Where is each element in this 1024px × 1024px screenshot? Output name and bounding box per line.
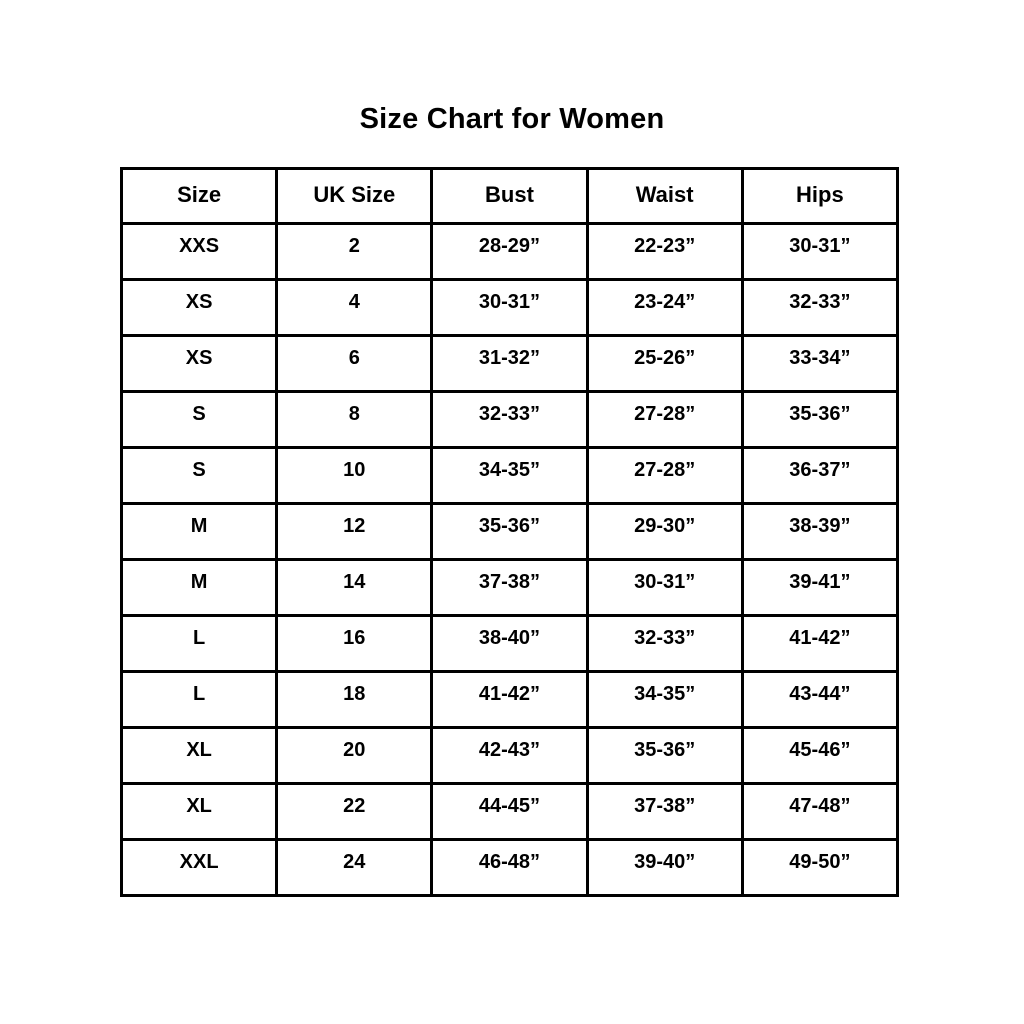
table-row xyxy=(122,728,898,784)
table-cell: 35-36” xyxy=(587,728,742,784)
table-cell: 34-35” xyxy=(587,672,742,728)
column-header-uk-size: UK Size xyxy=(277,169,432,224)
size-table-header xyxy=(122,169,898,224)
table-cell: 38-40” xyxy=(432,616,587,672)
table-cell: 43-44” xyxy=(742,672,897,728)
table-cell: 29-30” xyxy=(587,504,742,560)
table-cell: 31-32” xyxy=(432,336,587,392)
table-cell: 32-33” xyxy=(432,392,587,448)
table-cell: XS xyxy=(122,280,277,336)
table-row xyxy=(122,504,898,560)
table-row xyxy=(122,616,898,672)
table-cell: 37-38” xyxy=(587,784,742,840)
table-cell: 35-36” xyxy=(742,392,897,448)
table-cell: 27-28” xyxy=(587,392,742,448)
table-cell: S xyxy=(122,392,277,448)
table-cell: 20 xyxy=(277,728,432,784)
table-cell: 37-38” xyxy=(432,560,587,616)
table-cell: 30-31” xyxy=(742,224,897,280)
table-cell: 46-48” xyxy=(432,840,587,896)
table-cell: M xyxy=(122,560,277,616)
table-row xyxy=(122,448,898,504)
column-header-hips: Hips xyxy=(742,169,897,224)
table-cell: 18 xyxy=(277,672,432,728)
table-cell: XXL xyxy=(122,840,277,896)
table-cell: S xyxy=(122,448,277,504)
table-cell: 45-46” xyxy=(742,728,897,784)
table-cell: 22-23” xyxy=(587,224,742,280)
table-row xyxy=(122,840,898,896)
table-row xyxy=(122,672,898,728)
table-cell: 8 xyxy=(277,392,432,448)
column-header-waist: Waist xyxy=(587,169,742,224)
table-cell: 35-36” xyxy=(432,504,587,560)
table-cell: 6 xyxy=(277,336,432,392)
table-cell: 49-50” xyxy=(742,840,897,896)
table-cell: 41-42” xyxy=(432,672,587,728)
table-cell: 44-45” xyxy=(432,784,587,840)
table-cell: 36-37” xyxy=(742,448,897,504)
table-cell: 25-26” xyxy=(587,336,742,392)
table-cell: L xyxy=(122,616,277,672)
table-cell: 41-42” xyxy=(742,616,897,672)
table-cell: 23-24” xyxy=(587,280,742,336)
table-cell: 30-31” xyxy=(587,560,742,616)
table-cell: 16 xyxy=(277,616,432,672)
size-table-body xyxy=(122,224,898,896)
table-cell: 39-40” xyxy=(587,840,742,896)
header-row xyxy=(122,169,898,224)
table-cell: 4 xyxy=(277,280,432,336)
table-cell: 28-29” xyxy=(432,224,587,280)
table-cell: 22 xyxy=(277,784,432,840)
table-cell: 27-28” xyxy=(587,448,742,504)
table-row xyxy=(122,336,898,392)
table-cell: 33-34” xyxy=(742,336,897,392)
table-cell: 14 xyxy=(277,560,432,616)
column-header-size: Size xyxy=(122,169,277,224)
table-cell: L xyxy=(122,672,277,728)
table-cell: 32-33” xyxy=(742,280,897,336)
size-chart-table xyxy=(120,167,899,897)
table-row xyxy=(122,784,898,840)
table-cell: 24 xyxy=(277,840,432,896)
table-cell: 32-33” xyxy=(587,616,742,672)
table-cell: XL xyxy=(122,728,277,784)
table-cell: XXS xyxy=(122,224,277,280)
table-cell: 42-43” xyxy=(432,728,587,784)
table-cell: 10 xyxy=(277,448,432,504)
column-header-bust: Bust xyxy=(432,169,587,224)
page-title: Size Chart for Women xyxy=(359,103,665,135)
table-cell: 39-41” xyxy=(742,560,897,616)
table-row xyxy=(122,224,898,280)
table-cell: 38-39” xyxy=(742,504,897,560)
table-row xyxy=(122,280,898,336)
table-cell: XL xyxy=(122,784,277,840)
table-cell: 34-35” xyxy=(432,448,587,504)
table-cell: 12 xyxy=(277,504,432,560)
table-cell: 47-48” xyxy=(742,784,897,840)
table-cell: 30-31” xyxy=(432,280,587,336)
table-cell: M xyxy=(122,504,277,560)
table-row xyxy=(122,392,898,448)
table-row xyxy=(122,560,898,616)
table-cell: XS xyxy=(122,336,277,392)
table-cell: 2 xyxy=(277,224,432,280)
